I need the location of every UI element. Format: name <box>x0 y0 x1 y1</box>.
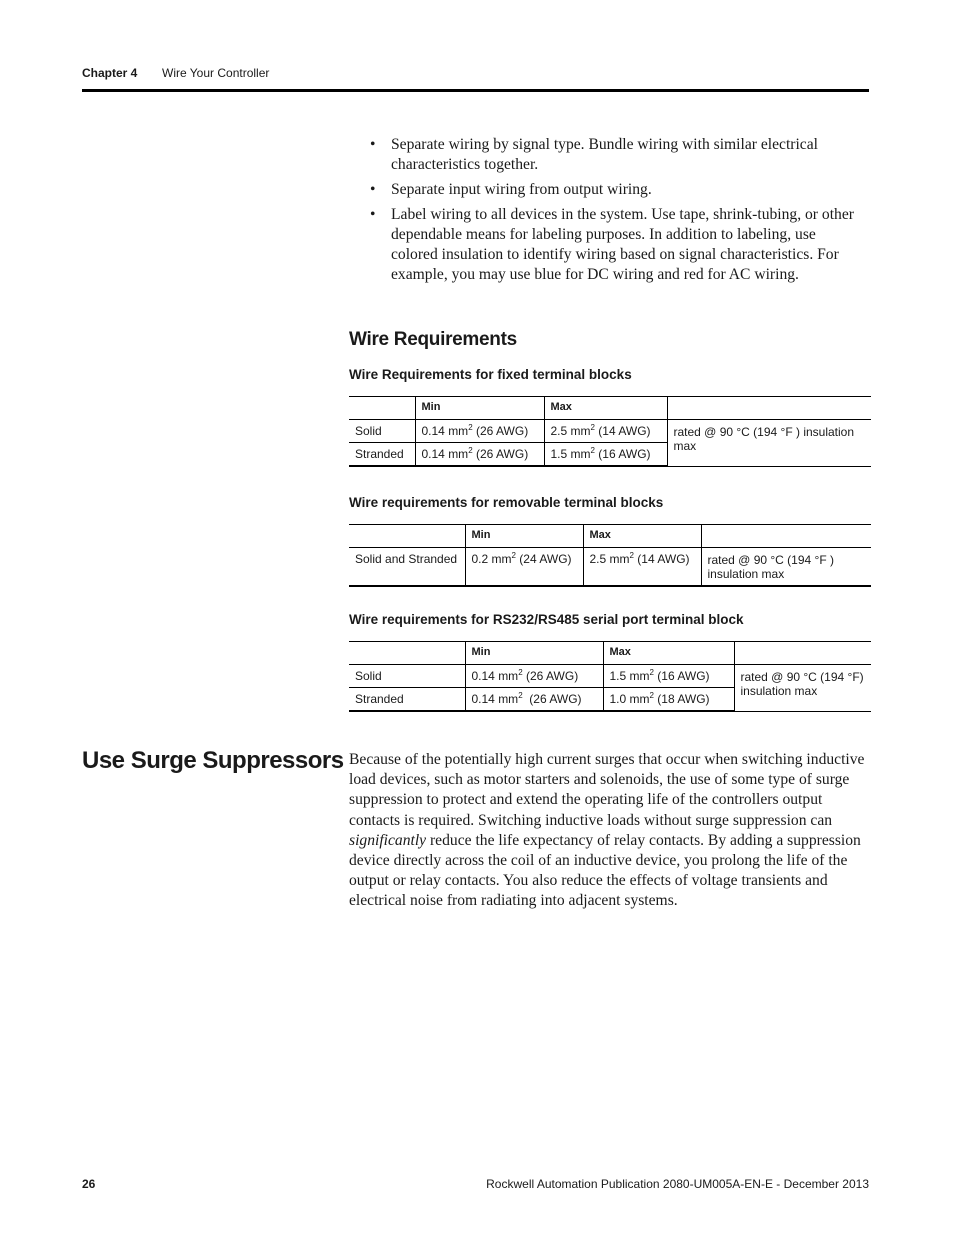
table-cell: 0.14 $mm^2$ (26 AWG) <box>415 420 544 443</box>
table-cell: 2.5 $mm^2$ (14 AWG) <box>583 548 701 587</box>
table-cell-note: rated @ 90 °C (194 °F ) insulation max <box>667 420 871 467</box>
table-caption: Wire Requirements for fixed terminal blocks <box>349 367 632 382</box>
serial-port-terminal-table <box>349 641 871 712</box>
table-header-cell: Min <box>415 397 544 420</box>
running-header <box>82 66 270 80</box>
table-header-cell <box>734 642 871 665</box>
bullet-icon: • <box>370 206 376 223</box>
table-cell: Stranded <box>349 688 465 712</box>
table-cell: 1.0 $mm^2$ (18 AWG) <box>603 688 734 712</box>
removable-terminal-table <box>349 524 871 587</box>
wiring-guidelines-list <box>370 135 865 290</box>
section-heading-surge-suppressors: Use Surge Suppressors <box>82 747 344 774</box>
section-heading-wire-requirements: Wire Requirements <box>349 329 517 350</box>
table-cell: Solid and Stranded <box>349 548 465 587</box>
table-cell: Stranded <box>349 443 415 467</box>
table-header-cell <box>701 525 871 548</box>
table-cell-note: rated @ 90 °C (194 °F) insulation max <box>734 665 871 712</box>
table-cell: 0.14 $mm^2$ (26 AWG) <box>465 688 603 712</box>
table-header-cell: Min <box>465 642 603 665</box>
table-cell: 2.5 $mm^2$ (14 AWG) <box>544 420 667 443</box>
list-item: • Separate input wiring from output wiring. <box>370 181 652 198</box>
table-cell: Solid <box>349 420 415 443</box>
table-header-cell: Min <box>465 525 583 548</box>
page-number: 26 <box>82 1177 96 1191</box>
table-cell: Solid <box>349 665 465 688</box>
publication-id: Rockwell Automation Publication 2080-UM005A-EN-E - December 2013 <box>486 1177 869 1191</box>
table-cell: 0.2 $mm^2$ (24 AWG) <box>465 548 583 587</box>
surge-paragraph: Because of the potentially high current surges that occur when switching inductive load devices, such as motor starters and solenoids, the use of some type of surge suppression to protect and extend the operating life of the controllers output contacts is required. Switching inductive loads without surge suppression can significantly reduce the life expectancy of relay contacts. By adding a suppression device directly across the coil of an inductive device, you prolong the life of the output or relay contacts. You also reduce the effects of voltage transients and electrical noise from radiating into adjacent systems. <box>349 751 865 910</box>
chapter-label: Chapter 4 <box>82 66 138 80</box>
table-caption: Wire requirements for removable terminal blocks <box>349 495 664 510</box>
table-header-cell: Max <box>544 397 667 420</box>
table-caption: Wire requirements for RS232/RS485 serial port terminal block <box>349 612 744 627</box>
fixed-terminal-table <box>349 396 871 467</box>
table-header-cell <box>349 525 465 548</box>
table-header-cell <box>349 397 415 420</box>
table-cell: 0.14 $mm^2$ (26 AWG) <box>465 665 603 688</box>
chapter-title: Wire Your Controller <box>162 66 270 80</box>
table-row <box>349 420 871 443</box>
table-cell-note: rated @ 90 °C (194 °F ) insulation max <box>701 548 871 587</box>
table-header-cell <box>667 397 871 420</box>
table-header-cell <box>349 642 465 665</box>
table-header-cell: Max <box>583 525 701 548</box>
table-cell: 1.5 $mm^2$ (16 AWG) <box>603 665 734 688</box>
list-item: • Separate wiring by signal type. Bundle wiring with similar electrical characteristics together. <box>370 136 818 173</box>
bullet-icon: • <box>370 181 376 198</box>
table-row <box>349 548 871 587</box>
bullet-icon: • <box>370 136 376 153</box>
list-item: • Label wiring to all devices in the system. Use tape, shrink-tubing, or other dependable means for labeling purposes. In addition to labeling, use colored insulation to identify wiring based on signal characteristics. For example, you may use blue for DC wiring and red for AC wiring. <box>370 206 854 283</box>
table-header-cell: Max <box>603 642 734 665</box>
table-row <box>349 665 871 688</box>
table-cell: 1.5 $mm^2$ (16 AWG) <box>544 443 667 467</box>
header-rule <box>82 89 869 92</box>
table-cell: 0.14 $mm^2$ (26 AWG) <box>415 443 544 467</box>
